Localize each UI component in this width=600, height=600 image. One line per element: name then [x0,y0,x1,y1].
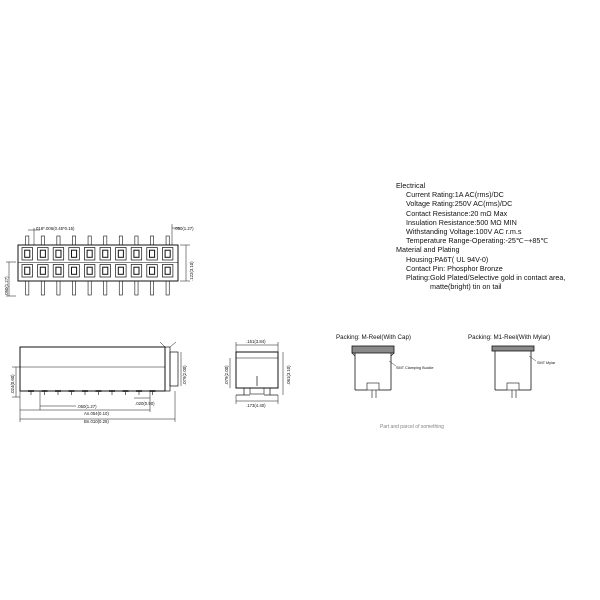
withstanding-voltage: Withstanding Voltage:100V AC r.m.s [406,227,522,237]
plating-line-1: Plating:Gold Plated/Selective gold in contact area, [406,273,566,283]
pin-tail-top [41,236,44,245]
front-dim-height: .024(0.60) [10,374,15,394]
pin-tail-bottom [41,281,44,295]
front-view-body [20,347,165,391]
contact-slot-inner [25,251,29,257]
front-dim-side: .079(2.00) [182,365,187,385]
contact-slot-inner [119,251,123,257]
packing-m1-mylar [492,346,534,351]
front-dim-pitch: .050(1.27) [77,404,97,409]
contact-pin: Contact Pin: Phosphor Bronze [406,263,503,273]
temperature-range: Temperature Range-Operating:-25℃~+85℃ [406,236,549,246]
pin-tail-bottom [150,281,153,295]
pin-tail-bottom [57,281,60,295]
pin-tail-bottom [26,281,29,295]
pin-tail-bottom [119,281,122,295]
packing-m1-title: Packing: M1-Reel(With Mylar) [468,334,551,341]
voltage-rating: Voltage Rating:250V AC(rms)/DC [406,199,513,209]
packing-m-drawing [352,346,396,398]
contact-slot-inner [25,268,29,274]
pin-tail-bottom [166,281,169,295]
pin-tail-bottom [72,281,75,295]
contact-slot-inner [88,251,92,257]
top-dim-pitch: 018*.006(0.45*0.15) [36,226,75,231]
side-dim-left: .079(2.00) [224,365,229,385]
front-dim-an: An.054(0.10) [84,411,109,416]
contact-slot-inner [134,251,138,257]
contact-slot-inner [150,268,154,274]
side-view [230,342,283,404]
contact-slot-inner [41,251,45,257]
packing-m1-label: SMT Mylar [537,361,556,365]
top-dim-left: .050(1.27) [4,276,9,296]
contact-slot-inner [166,251,170,257]
pin-tail-bottom [104,281,107,295]
contact-slot-inner [88,268,92,274]
front-pin-tails [28,391,156,395]
contact-slot-inner [103,268,107,274]
contact-slot-inner [56,251,60,257]
housing: Housing:PA6T( UL 94V-0) [406,254,489,264]
pin-tail-top [119,236,122,245]
contact-slot-inner [134,268,138,274]
contact-slot-inner [119,268,123,274]
pin-tail-top [88,236,91,245]
plating-line-2: matte(bright) tin on tail [430,282,502,292]
pin-tail-top [150,236,153,245]
side-dim-top: .151(3.84) [246,339,266,344]
material-heading: Material and Plating [396,245,460,255]
contact-slot-inner [166,268,170,274]
contact-slot-inner [56,268,60,274]
front-dim-tail: .020(0.50) [135,401,155,406]
side-dim-right: .061(3.10) [286,365,291,385]
top-view [6,224,190,296]
contact-slot-inner [103,251,107,257]
footer-note: Part and parcel of something [380,424,444,430]
specifications-block [396,181,565,291]
pin-tail-top [135,236,138,245]
bottom-pin-tails [26,281,170,295]
packing-m-label: SMT Clamping Buckle [396,366,434,370]
side-dim-bottom: .173(4.40) [246,403,266,408]
top-dim-right: .050(1.27) [174,226,194,231]
contact-slot-inner [72,251,76,257]
contact-slot-inner [150,251,154,257]
insulation-resistance: Insulation Resistance:500 MΩ MIN [406,217,517,227]
pin-tail-top [72,236,75,245]
top-pin-tails [26,236,170,245]
pin-tail-top [57,236,60,245]
front-dim-bn: Bn.010(0.25) [84,419,109,424]
contact-slot-inner [41,268,45,274]
contact-resistance: Contact Resistance:20 mΩ Max [406,208,508,218]
current-rating: Current Rating:1A AC(rms)/DC [406,190,504,200]
contact-slot-inner [72,268,76,274]
pin-tail-top [104,236,107,245]
packing-m-title: Packing: M-Reel(With Cap) [336,334,411,341]
top-dim-height: .122(3.10) [189,261,194,281]
pin-tail-top [26,236,29,245]
pin-tail-bottom [135,281,138,295]
pin-tail-top [166,236,169,245]
packing-m-cap [352,346,394,353]
pin-tail-bottom [88,281,91,295]
packing-m1-drawing [492,346,536,398]
front-view [12,342,181,422]
electrical-heading: Electrical [396,181,426,190]
